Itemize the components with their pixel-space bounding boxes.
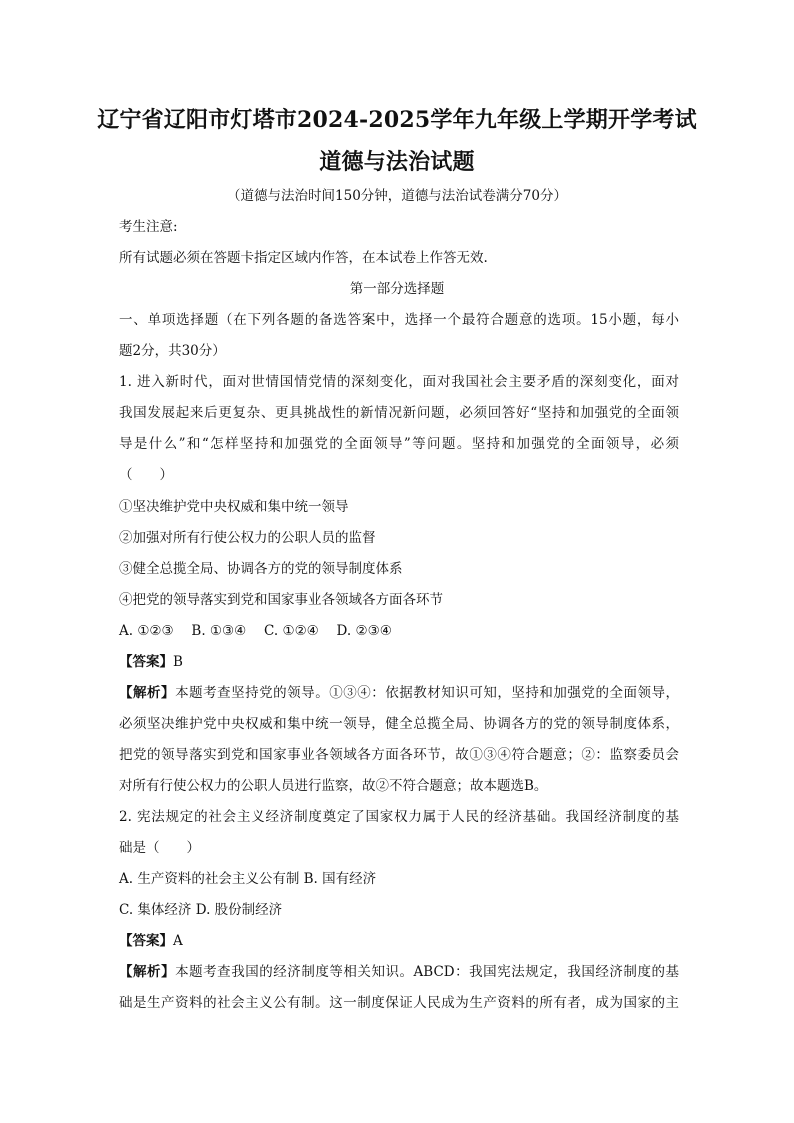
exam-title: 辽宁省辽阳市灯塔市2024-2025学年九年级上学期开学考试 [97, 107, 697, 133]
answer-value: A [173, 933, 183, 949]
exam-time-note: （道德与法治时间150分钟，道德与法治试卷满分70分） [227, 188, 567, 204]
q1-option-3: ③健全总揽全局、协调各方的党的领导制度体系 [119, 561, 403, 577]
section-instruction: 一、单项选择题（在下列各题的备选答案中，选择一个最符合题意的选项。15小题，每小 [119, 312, 679, 328]
analysis-label: 【解析】 [119, 685, 176, 701]
q1-analysis-text: 必须坚决维护党中央权威和集中统一领导，健全总揽全局、协调各方的党的领导制度体系， [119, 716, 679, 732]
q1-analysis-text: 把党的领导落实到党和国家事业各领域各方面各环节，故①③④符合题意；②：监察委员会 [119, 747, 679, 763]
q2-stem: 础是（ ） [119, 840, 200, 856]
q1-analysis [119, 684, 679, 702]
analysis-text: 本题考查坚持党的领导。①③④：依据教材知识可知，坚持和加强党的全面领导， [175, 685, 680, 701]
q1-option-2: ②加强对所有行使公权力的公职人员的监督 [119, 530, 376, 546]
section-instruction-cont: 题2分，共30分） [119, 343, 226, 359]
q1-choices: A. ①②③ B. ①③④ C. ①②④ D. ②③④ [119, 623, 392, 639]
q1-stem: 1. 进入新时代，面对世情国情党情的深刻变化，面对我国社会主要矛盾的深刻变化，面对 [119, 374, 679, 390]
notice-heading: 考生注意: [119, 219, 178, 235]
q2-analysis-text: 础是生产资料的社会主义公有制。这一制度保证人民成为生产资料的所有者，成为国家的主 [119, 995, 679, 1011]
answer-label: 【答案】 [119, 654, 173, 670]
q2-stem: 2. 宪法规定的社会主义经济制度奠定了国家权力属于人民的经济基础。我国经济制度的基 [119, 809, 679, 825]
q1-answer [119, 653, 679, 671]
q1-blank: （ ） [119, 467, 173, 483]
q2-choices: C. 集体经济 D. 股份制经济 [119, 902, 283, 918]
answer-label: 【答案】 [119, 933, 173, 949]
q1-stem: 导是什么”和“怎样坚持和加强党的全面领导”等问题。坚持和加强党的全面领导，必须 [119, 436, 679, 452]
exam-subject-title: 道德与法治试题 [319, 149, 475, 175]
notice-text: 所有试题必须在答题卡指定区域内作答，在本试卷上作答无效. [119, 250, 488, 266]
q1-option-1: ①坚决维护党中央权威和集中统一领导 [119, 499, 349, 515]
q1-analysis-text: 对所有行使公权力的公职人员进行监察，故②不符合题意；故本题选B。 [119, 778, 548, 794]
answer-value: B [173, 654, 183, 670]
q1-option-4: ④把党的领导落实到党和国家事业各领域各方面各环节 [119, 592, 443, 608]
q2-choices: A. 生产资料的社会主义公有制 B. 国有经济 [119, 871, 377, 887]
q2-analysis [119, 963, 679, 981]
analysis-label: 【解析】 [119, 964, 176, 980]
q1-stem: 我国发展起来后更复杂、更具挑战性的新情况新问题，必须回答好“坚持和加强党的全面领 [119, 405, 679, 421]
q2-answer [119, 932, 679, 950]
part-title: 第一部分选择题 [349, 281, 445, 297]
analysis-text: 本题考查我国的经济制度等相关知识。ABCD：我国宪法规定，我国经济制度的基 [175, 964, 680, 980]
